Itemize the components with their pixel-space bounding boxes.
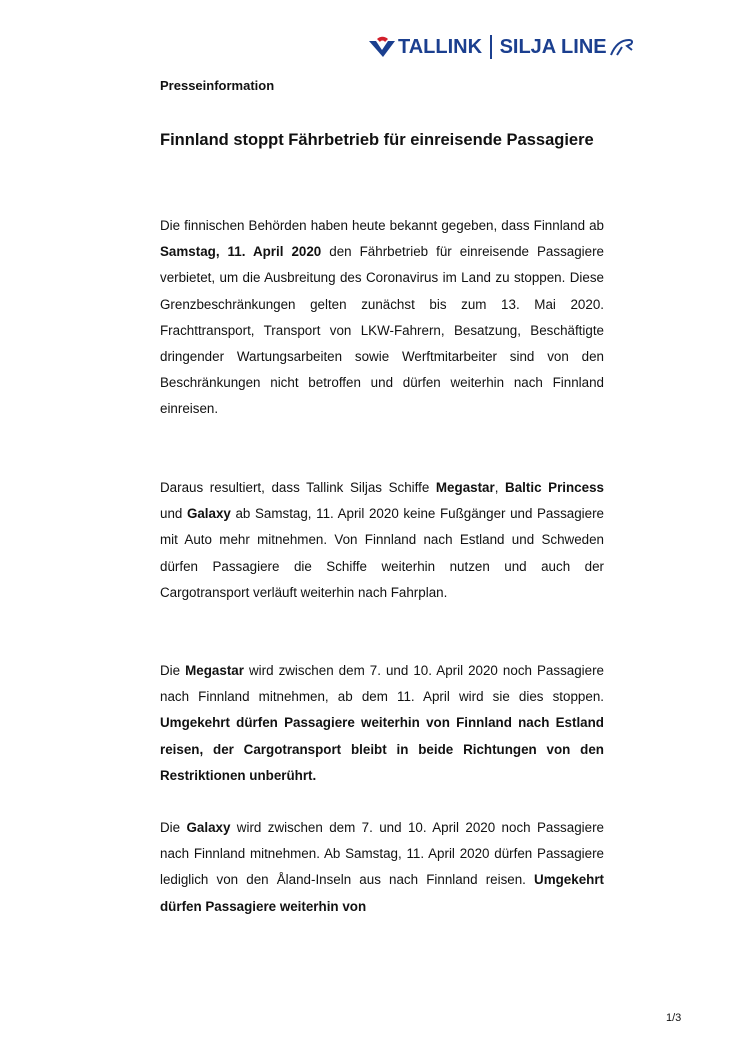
- bold-text: Galaxy: [186, 820, 231, 835]
- text-run: ab Samstag, 11. April 2020 keine Fußgänger und Passagiere mit Auto mehr mitnehmen. Von Finnland nach Estland und Schweden dürfen Passagiere die Schiffe weiterhin nutzen und auch der Cargotransport verläuft weiterhin nach Fahrplan.: [160, 506, 604, 600]
- body-paragraph: [160, 213, 604, 423]
- page-title: Finnland stoppt Fährbetrieb für einreisende Passagiere: [160, 131, 594, 149]
- bold-text: Megastar: [435, 480, 495, 495]
- bold-text: Samstag, 11. April 2020: [160, 244, 322, 260]
- text-run: und: [160, 506, 187, 522]
- document-label: Presseinformation: [160, 78, 275, 93]
- body-paragraph: [160, 475, 604, 606]
- text-run: Daraus resultiert, dass Tallink Siljas Schiffe: [160, 480, 436, 495]
- text-run: Die: [160, 820, 187, 835]
- brand-divider: [490, 35, 492, 59]
- text-run: wird zwischen dem 7. und 10. April 2020 noch Passagiere nach Finnland mitnehmen, ab dem 11. April wird sie dies stoppen.: [160, 663, 604, 705]
- bold-text: Galaxy: [186, 506, 231, 522]
- body-paragraph: [160, 658, 604, 789]
- body-paragraph: [160, 815, 604, 920]
- text-run: wird zwischen dem 7. und 10. April 2020 noch Passagiere nach Finnland mitnehmen. Ab Samstag, 11. April 2020 dürfen Passagiere lediglich von den Åland-Inseln aus nach Finnland reisen.: [160, 820, 604, 888]
- bold-text: Megastar: [185, 663, 244, 678]
- tallink-mark-icon: [368, 36, 398, 58]
- brand-name-tallink: TALLINK: [398, 35, 483, 58]
- silja-bird-icon: [609, 37, 635, 57]
- bold-text: Umgekehrt dürfen Passagiere weiterhin von: [160, 872, 604, 914]
- text-run: ,: [494, 480, 506, 495]
- brand-logo: [368, 32, 635, 62]
- brand-name-silja-line: SILJA LINE: [499, 35, 607, 58]
- text-run: den Fährbetrieb für einreisende Passagiere verbietet, um die Ausbreitung des Coronavirus im Land zu stoppen. Diese Grenzbeschränkungen gelten zunächst bis zum 13. Mai 2020. Frachttransport, Transport von LKW-Fahrern, Besatzung, Beschäftigte dringender Wartungsarbeiten sowie Werftmitarbeiter sind von den Beschränkungen nicht betroffen und dürfen weiterhin nach Finnland einreisen.: [160, 244, 604, 417]
- text-run: Die: [160, 663, 186, 678]
- bold-text: Umgekehrt dürfen Passagiere weiterhin von Finnland nach Estland reisen, der Cargotransport bleibt in beide Richtungen von den Restriktionen unberührt.: [160, 715, 604, 783]
- bold-text: Baltic Princess: [505, 480, 604, 495]
- text-run: Die finnischen Behörden haben heute bekannt gegeben, dass Finnland ab: [160, 218, 604, 233]
- page-number: 1/3: [666, 1012, 682, 1024]
